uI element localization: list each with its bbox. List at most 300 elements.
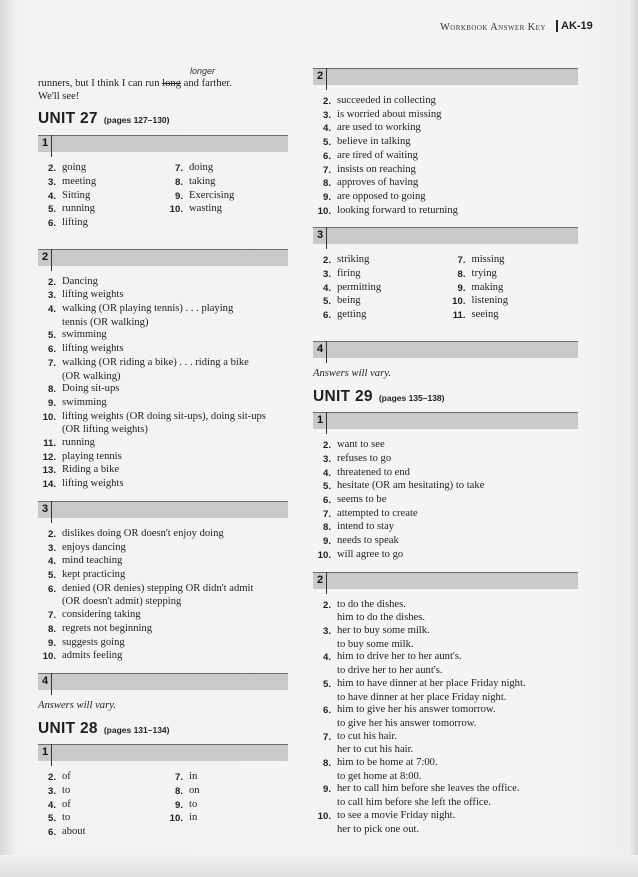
answer-text: playing tennis: [62, 450, 122, 462]
answer-row: [38, 424, 288, 437]
answer-text: on: [189, 785, 200, 797]
answer-text: to buy some milk.: [337, 638, 414, 650]
answer-text: will agree to go: [337, 548, 404, 560]
answer-row: [165, 799, 288, 813]
answer-row: [313, 136, 578, 150]
answer-text: lifting: [62, 216, 88, 228]
answer-number: 3.: [322, 453, 331, 465]
u28-ex1-left: [38, 771, 161, 840]
answer-row: [313, 678, 578, 692]
answer-row: [313, 268, 444, 282]
answer-text: of: [62, 798, 71, 810]
answer-number: 7.: [47, 610, 56, 622]
answer-row: [313, 549, 578, 563]
answer-number: 9.: [322, 784, 331, 796]
answer-number: 9.: [322, 536, 331, 548]
answer-row: [313, 205, 578, 219]
answer-text: to: [62, 812, 71, 824]
answer-row: [38, 569, 288, 583]
answer-number: 9.: [457, 282, 466, 294]
answer-row: [313, 651, 578, 665]
answer-row: [38, 371, 288, 384]
answer-number: 6.: [322, 150, 331, 162]
answer-row: [313, 731, 578, 745]
answer-text: hesitate (OR am hesitating) to take: [337, 480, 485, 492]
answer-text: enjoys dancing: [62, 541, 126, 553]
answer-text: swimming: [62, 396, 107, 408]
answer-row: [38, 478, 288, 492]
answer-row: [38, 583, 288, 597]
answer-number: 7.: [322, 508, 331, 520]
u29-ex1-answers: [313, 439, 578, 562]
u27-ex1-answers: [38, 162, 288, 240]
answer-row: [38, 785, 161, 799]
answer-text: in: [189, 771, 198, 783]
answer-text: attempted to create: [337, 507, 418, 519]
answer-number: 7.: [47, 357, 56, 369]
answer-row: [38, 542, 288, 556]
answer-text: mind teaching: [62, 555, 123, 567]
bar-tick: [326, 341, 327, 363]
answer-text: seems to be: [337, 494, 387, 506]
answer-text: about: [62, 826, 86, 838]
answer-text: Sitting: [62, 189, 91, 201]
answer-number: 6.: [47, 827, 56, 839]
answer-row: [313, 612, 578, 625]
answer-number: 3.: [322, 109, 331, 121]
answer-number: [313, 612, 331, 625]
answer-number: 5.: [47, 813, 56, 825]
answer-text: is worried about missing: [337, 108, 442, 120]
u28-ex2-answers: [313, 95, 578, 218]
answer-text: her to cut his hair.: [337, 744, 414, 756]
binding-shadow: [0, 0, 18, 877]
answer-row: [313, 757, 578, 771]
u28-ex1-answers: [38, 771, 288, 849]
answer-text: approves of having: [337, 177, 419, 189]
answers-vary-note: Answers will vary.: [313, 367, 391, 379]
answer-row: [165, 203, 288, 217]
answer-text: denied (OR denies) stepping OR didn't admit: [62, 582, 254, 594]
answer-text: are opposed to going: [337, 190, 426, 202]
answer-text: him to have dinner at her place Friday night.: [337, 677, 526, 689]
answer-row: [38, 289, 288, 303]
answer-number: 8.: [322, 758, 331, 770]
answer-row: [313, 771, 578, 784]
answer-number: 7.: [174, 163, 183, 175]
answer-number: [313, 639, 331, 652]
answer-row: [165, 176, 288, 190]
exercise-bar-u28-4: [313, 341, 578, 358]
answer-number: 3.: [47, 176, 56, 188]
answer-number: 5.: [47, 330, 56, 342]
answer-number: 3.: [322, 269, 331, 281]
answer-row: [313, 453, 578, 467]
exercise-bar-u28-3: [313, 227, 578, 244]
answer-text: tennis (OR walking): [62, 316, 149, 328]
answer-number: 6.: [322, 495, 331, 507]
answer-text: Doing sit-ups: [62, 383, 120, 395]
unit-pages: (pages 127–130): [103, 115, 170, 126]
answer-number: 2.: [322, 599, 331, 611]
answer-text: regrets not beginning: [62, 622, 153, 634]
answers-vary-note: Answers will vary.: [38, 699, 116, 711]
answer-row: [313, 508, 578, 522]
answer-number: 6.: [47, 344, 56, 356]
answer-number: [313, 744, 331, 757]
answer-number: 4.: [322, 282, 331, 294]
answer-text: considering taking: [62, 609, 141, 621]
intro-line-1a: runners, but I think I can run: [38, 78, 163, 89]
answer-text: Exercising: [189, 189, 235, 201]
answer-number: 4.: [322, 123, 331, 135]
answer-number: [38, 371, 56, 384]
answer-row: [165, 771, 288, 785]
answer-number: [313, 665, 331, 678]
answer-row: [38, 799, 161, 813]
answer-number: 2.: [47, 772, 56, 784]
answer-text: swimming: [62, 329, 107, 341]
answer-number: 8.: [47, 623, 56, 635]
answer-text: (OR lifting weights): [62, 424, 148, 436]
answer-text: her to buy some milk.: [337, 624, 430, 636]
answer-row: [38, 303, 288, 317]
answer-number: 10.: [452, 296, 466, 308]
answer-text: to: [189, 798, 198, 810]
answer-number: 5.: [47, 569, 56, 581]
answer-number: 8.: [322, 522, 331, 534]
answer-number: 10.: [42, 411, 56, 423]
unit-27-heading: [38, 110, 288, 128]
bar-tick: [51, 501, 52, 523]
handwritten-insert: longer: [190, 66, 216, 76]
answer-text: getting: [337, 309, 367, 321]
answer-number: 2.: [47, 163, 56, 175]
answer-row: [38, 176, 161, 190]
right-column: [313, 60, 578, 845]
answer-number: 6.: [47, 583, 56, 595]
answer-number: 3.: [322, 625, 331, 637]
answer-number: 10.: [317, 810, 331, 822]
answer-number: [38, 596, 56, 609]
u28-ex1-right: [165, 771, 288, 840]
answer-text: her to pick one out.: [337, 823, 420, 835]
answer-text: lifting weights: [62, 343, 124, 355]
answer-row: [313, 467, 578, 481]
answer-row: [165, 162, 288, 176]
answer-text: succeeded in collecting: [337, 95, 436, 106]
answer-text: missing: [471, 254, 505, 266]
answer-row: [313, 150, 578, 164]
answer-text: striking: [337, 254, 370, 266]
answer-text: doing: [189, 162, 214, 174]
answer-text: to call him before she left the office.: [337, 797, 491, 809]
answer-row: [313, 254, 444, 268]
intro-line-1b: and farther.: [181, 78, 232, 89]
answer-number: 3.: [47, 542, 56, 554]
bar-tick: [51, 135, 52, 157]
answer-row: [38, 528, 288, 542]
answer-number: 9.: [174, 799, 183, 811]
answer-number: 3.: [47, 786, 56, 798]
answer-number: 8.: [174, 786, 183, 798]
answer-number: 7.: [322, 164, 331, 176]
answer-row: [38, 217, 161, 231]
answer-row: [38, 812, 161, 826]
answer-number: 8.: [457, 269, 466, 281]
answer-text: refuses to go: [337, 452, 392, 464]
answer-row: [313, 665, 578, 678]
answer-number: 7.: [322, 731, 331, 743]
answer-row: [38, 464, 288, 478]
answer-row: [313, 480, 578, 494]
answer-row: [38, 771, 161, 785]
answer-row: [313, 122, 578, 136]
answer-number: 9.: [322, 191, 331, 203]
u28-ex3-left: [313, 254, 444, 323]
answer-row: [448, 309, 579, 323]
u27-ex2-answers: [38, 276, 288, 492]
answer-row: [448, 282, 579, 296]
answer-number: [313, 692, 331, 705]
exercise-number: 1: [42, 746, 49, 759]
exercise-bar-u27-1: [38, 135, 288, 152]
answer-row: [38, 437, 288, 451]
answer-text: needs to speak: [337, 535, 399, 547]
answer-text: taking: [189, 175, 216, 187]
answer-number: 7.: [174, 772, 183, 784]
exercise-bar-u29-2: [313, 572, 578, 589]
answer-row: [38, 637, 288, 651]
exercise-bar-u27-4: [38, 673, 288, 690]
unit-pages: (pages 135–138): [378, 392, 445, 403]
unit-title: UNIT 27: [38, 110, 98, 128]
answer-text: lifting weights: [62, 478, 124, 490]
answer-text: walking (OR playing tennis) . . . playing: [62, 303, 234, 315]
answer-text: are tired of waiting: [337, 149, 418, 161]
answer-row: [38, 623, 288, 637]
answer-number: 5.: [322, 678, 331, 690]
answer-row: [38, 596, 288, 609]
exercise-number: 1: [317, 414, 324, 427]
answer-row: [313, 191, 578, 205]
answer-text: to have dinner at her place Friday night.: [337, 691, 507, 703]
unit-29-heading: [313, 387, 578, 405]
answer-row: [38, 357, 288, 371]
answer-text: to: [62, 785, 71, 797]
answer-row: [38, 411, 288, 425]
answer-text: suggests going: [62, 636, 125, 648]
answer-text: Riding a bike: [62, 464, 120, 476]
answer-number: 9.: [47, 637, 56, 649]
answer-row: [313, 295, 444, 309]
exercise-number: 2: [317, 70, 324, 82]
answer-number: 8.: [322, 178, 331, 190]
answer-row: [313, 109, 578, 123]
answer-row: [38, 609, 288, 623]
u27-ex3-answers: [38, 528, 288, 664]
answer-text: to get home at 8:00.: [337, 770, 422, 782]
answer-number: 10.: [169, 813, 183, 825]
exercise-bar-u29-1: [313, 412, 578, 429]
answer-text: (OR doesn't admit) stepping: [62, 596, 182, 608]
answer-row: [448, 254, 579, 268]
exercise-bar-u27-2: [38, 249, 288, 266]
unit-pages: (pages 131–134): [103, 724, 170, 735]
page-number: AK-19: [556, 20, 593, 32]
answer-text: firing: [337, 268, 361, 280]
bar-tick: [51, 673, 52, 695]
answer-row: [313, 625, 578, 639]
answer-row: [448, 268, 579, 282]
answer-text: to do the dishes.: [337, 598, 406, 610]
answer-row: [38, 555, 288, 569]
answer-row: [448, 295, 579, 309]
answer-text: meeting: [62, 175, 97, 187]
answer-number: 9.: [174, 190, 183, 202]
answer-row: [313, 744, 578, 757]
answer-text: permitting: [337, 281, 382, 293]
answer-row: [38, 203, 161, 217]
exercise-number: 1: [42, 137, 49, 150]
answer-text: walking (OR riding a bike) . . . riding a bike: [62, 356, 249, 368]
answer-text: trying: [471, 268, 497, 280]
answer-row: [313, 282, 444, 296]
answer-number: 8.: [174, 176, 183, 188]
answer-row: [38, 329, 288, 343]
exercise-bar-u28-1: [38, 744, 288, 761]
answer-row: [38, 650, 288, 664]
answer-text: lifting weights: [62, 289, 124, 301]
bar-tick: [51, 249, 52, 271]
answer-number: 10.: [317, 549, 331, 561]
exercise-bar-u28-2: [313, 68, 578, 85]
answer-row: [38, 383, 288, 397]
answer-text: in: [189, 812, 198, 824]
answer-row: [313, 718, 578, 731]
answer-number: 8.: [47, 384, 56, 396]
page-bottom-shadow: [0, 855, 638, 877]
answer-number: 14.: [42, 479, 56, 491]
answer-row: [313, 783, 578, 797]
answer-text: to cut his hair.: [337, 730, 398, 742]
answer-number: 4.: [47, 304, 56, 316]
answer-row: [165, 812, 288, 826]
bar-tick: [51, 744, 52, 766]
answer-number: 9.: [47, 397, 56, 409]
answer-text: dislikes doing OR doesn't enjoy doing: [62, 527, 224, 539]
answer-number: 2.: [322, 440, 331, 452]
answer-number: 4.: [47, 799, 56, 811]
answer-number: 2.: [47, 276, 56, 288]
answer-row: [38, 162, 161, 176]
answer-row: [165, 785, 288, 799]
answer-text: going: [62, 162, 87, 174]
answer-number: 5.: [47, 204, 56, 216]
answer-text: to drive her to her aunt's.: [337, 665, 443, 677]
struck-word: long: [162, 78, 181, 89]
answer-text: seeing: [471, 309, 499, 321]
answer-number: 4.: [322, 467, 331, 479]
answer-number: [313, 771, 331, 784]
page-edge-shadow: [628, 0, 638, 877]
answer-text: (OR walking): [62, 370, 121, 382]
answer-number: 7.: [457, 255, 466, 267]
answer-row: [38, 190, 161, 204]
answer-text: to see a movie Friday night.: [337, 809, 456, 821]
answer-text: of: [62, 771, 71, 783]
running-head: Workbook Answer Key: [440, 22, 546, 33]
answer-text: running: [62, 437, 95, 449]
answer-number: [313, 824, 331, 837]
answer-number: 11.: [452, 310, 466, 322]
answer-text: intend to stay: [337, 521, 395, 533]
u28-ex3-right: [448, 254, 579, 323]
exercise-bar-u27-3: [38, 501, 288, 518]
exercise-number: 2: [317, 573, 324, 586]
answer-text: believe in talking: [337, 136, 411, 148]
answer-row: [38, 826, 161, 840]
answer-number: 6.: [47, 217, 56, 229]
answer-text: looking forward to returning: [337, 204, 458, 216]
bar-tick: [326, 68, 327, 90]
u27-ex1-left: [38, 162, 161, 231]
answer-row: [313, 639, 578, 652]
answer-text: running: [62, 203, 95, 215]
answer-number: 2.: [322, 255, 331, 267]
left-column: [38, 60, 288, 858]
answer-number: 2.: [322, 96, 331, 107]
bar-tick: [326, 412, 327, 434]
answer-number: [38, 424, 56, 437]
answer-text: want to see: [337, 439, 385, 451]
answer-number: 5.: [322, 481, 331, 493]
answer-row: [313, 177, 578, 191]
answer-number: 13.: [42, 465, 56, 477]
answer-number: 5.: [322, 137, 331, 149]
answer-row: [313, 95, 578, 109]
answer-number: [38, 317, 56, 330]
answer-row: [313, 535, 578, 549]
answer-row: [38, 276, 288, 290]
answer-row: [313, 824, 578, 837]
answer-row: [38, 317, 288, 330]
exercise-number: 3: [317, 229, 324, 242]
answer-number: 3.: [47, 290, 56, 302]
answer-text: insists on reaching: [337, 163, 416, 175]
answer-row: [38, 451, 288, 465]
answer-text: threatened to end: [337, 466, 410, 478]
answer-text: to give her his answer tomorrow.: [337, 717, 477, 729]
exercise-number: 3: [42, 502, 49, 515]
answer-number: [313, 718, 331, 731]
intro-line-1: [38, 78, 288, 91]
u28-ex3-answers: [313, 254, 578, 332]
answer-number: 2.: [47, 528, 56, 540]
u27-ex1-right: [165, 162, 288, 231]
answer-text: being: [337, 295, 361, 307]
answer-number: 10.: [169, 204, 183, 216]
answer-text: him to drive her to her aunt's.: [337, 651, 462, 663]
answer-number: 12.: [42, 451, 56, 463]
answer-row: [313, 704, 578, 718]
answer-number: 6.: [322, 310, 331, 322]
answer-row: [313, 521, 578, 535]
exercise-number: 4: [42, 674, 49, 687]
answer-row: [38, 397, 288, 411]
answer-row: [38, 343, 288, 357]
answer-text: listening: [471, 295, 508, 307]
